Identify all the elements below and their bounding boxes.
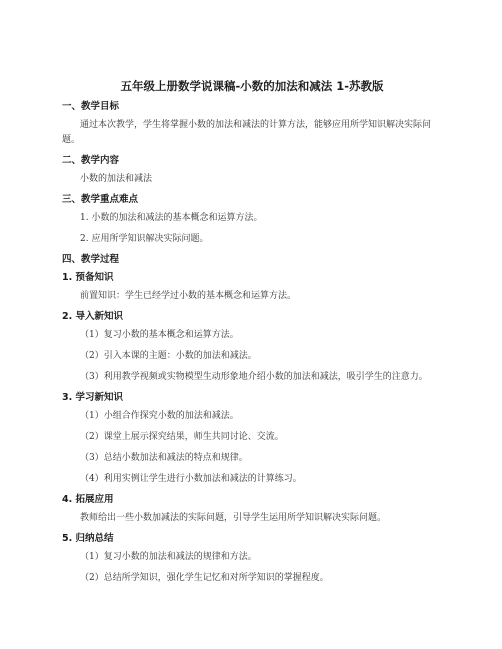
document-body <box>62 78 442 592</box>
section-heading: 三、教学重点难点 <box>62 194 139 205</box>
paragraph: （2）引入本课的主题：小数的加法和减法。 <box>80 351 257 361</box>
document-title: 五年级上册数学说课稿-小数的加法和减法 1-苏教版 <box>120 79 384 93</box>
subsection-heading: 3. 学习新知识 <box>62 392 124 403</box>
section-key-points <box>62 193 442 247</box>
paragraph: 通过本次教学，学生将掌握小数的加法和减法的计算方法，能够应用所学知识解决实际问题。 <box>62 120 432 145</box>
paragraph: 2. 应用所学知识解决实际问题。 <box>80 234 209 244</box>
paragraph: 小数的加法和减法 <box>80 174 153 184</box>
paragraph: 前置知识：学生已经学过小数的基本概念和运算方法。 <box>80 291 297 301</box>
section-heading: 二、教学内容 <box>62 155 120 166</box>
paragraph: （3）利用教学视频或实物模型生动形象地介绍小数的加法和减法，吸引学生的注意力。 <box>80 372 428 382</box>
paragraph: （1）小组合作探究小数的加法和减法。 <box>80 411 239 421</box>
paragraph: （2）总结所学知识，强化学生记忆和对所学知识的掌握程度。 <box>80 573 329 583</box>
paragraph: （4）利用实例让学生进行小数加法和减法的计算练习。 <box>80 474 302 484</box>
paragraph: 1. 小数的加法和减法的基本概念和运算方法。 <box>80 213 263 223</box>
subsection-heading: 4. 拓展应用 <box>62 494 114 505</box>
subsection-heading: 2. 导入新知识 <box>62 311 124 322</box>
paragraph: （3）总结小数加法和减法的特点和规律。 <box>80 453 248 463</box>
section-heading: 一、教学目标 <box>62 101 120 112</box>
section-teaching-process <box>62 253 442 586</box>
paragraph: 教师给出一些小数加减法的实际问题，引导学生运用所学知识解决实际问题。 <box>80 513 387 523</box>
section-teaching-content <box>62 154 442 187</box>
subsection-heading: 1. 预备知识 <box>62 272 114 283</box>
subsection-heading: 5. 归纳总结 <box>62 533 114 544</box>
paragraph: （1）复习小数的基本概念和运算方法。 <box>80 330 239 340</box>
paragraph: （2）课堂上展示探究结果，师生共同讨论、交流。 <box>80 432 284 442</box>
section-teaching-goals <box>62 100 442 148</box>
paragraph: （1）复习小数的加法和减法的规律和方法。 <box>80 552 257 562</box>
section-heading: 四、教学过程 <box>62 254 120 265</box>
